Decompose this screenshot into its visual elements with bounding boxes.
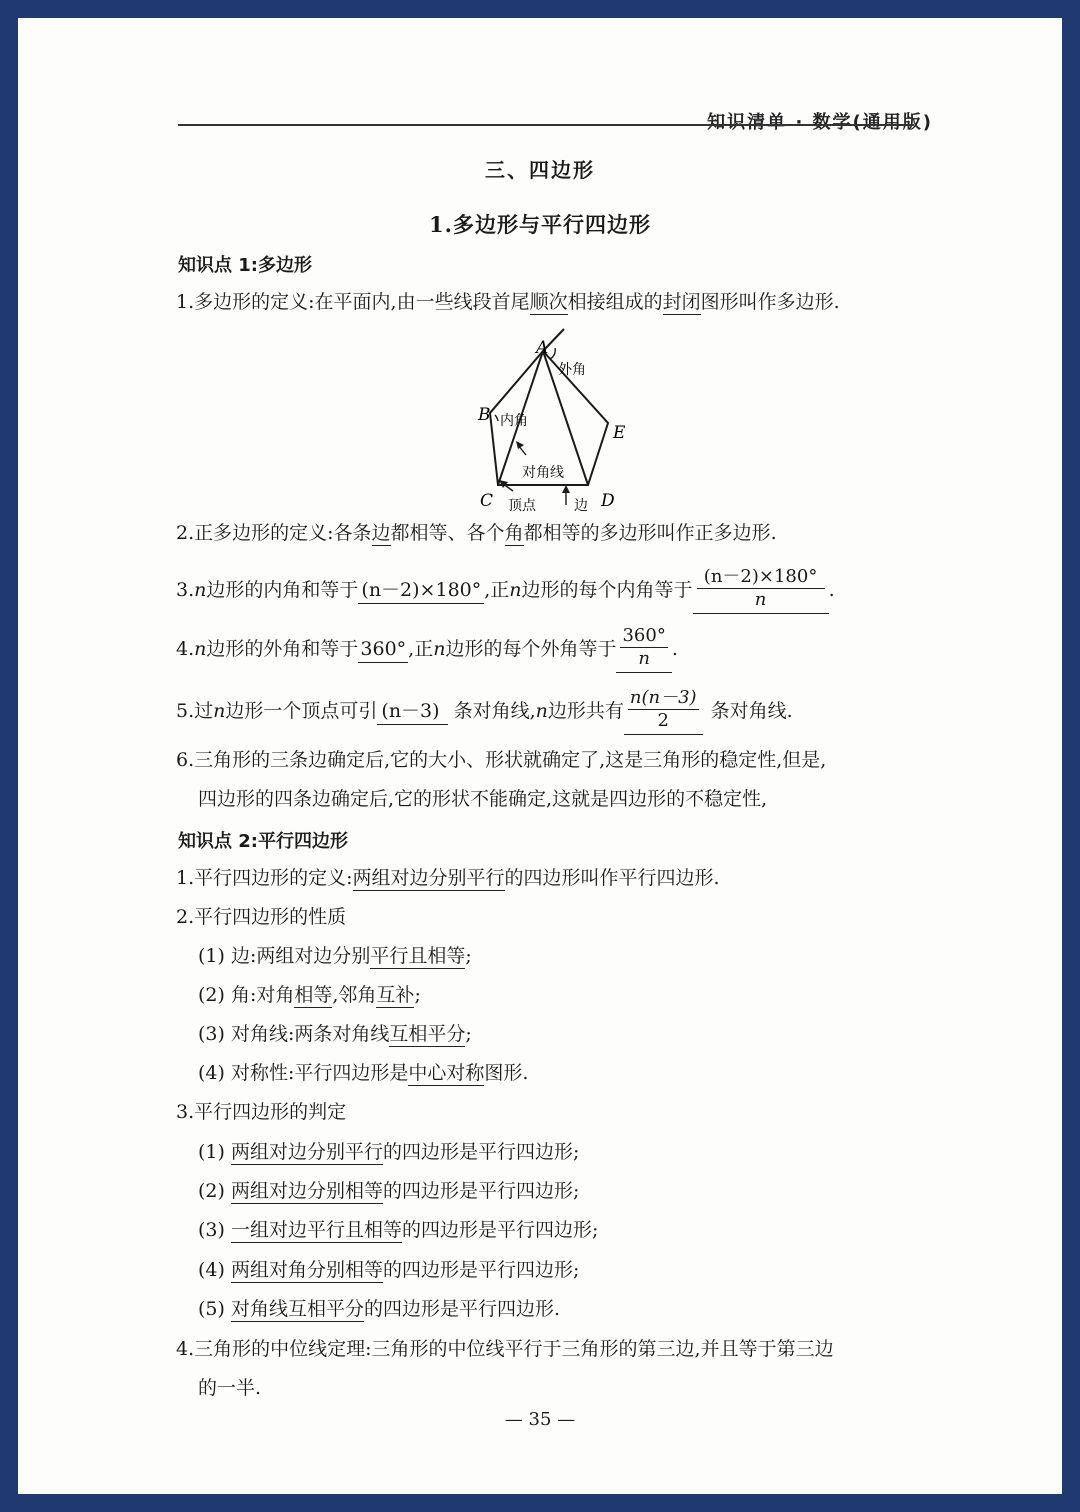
answer-each-interior <box>693 566 829 614</box>
kp1-item1-prefix: 1.多边形的定义:在平面内,由一些线段首尾 <box>176 291 530 313</box>
prop-item <box>198 982 421 1008</box>
kp1-item4-t3: 边形的每个外角等于 <box>445 638 617 660</box>
kp1-item4-n: n <box>194 638 207 660</box>
judge-4-prefix: (4) <box>198 1259 231 1281</box>
kp1-item3-t2: ,正 <box>484 579 510 601</box>
answer-total-diagonals-num: n(n－3) <box>629 687 697 708</box>
answer-each-exterior-num: 360° <box>622 625 666 646</box>
answer-prop-2a: 相等 <box>294 984 333 1006</box>
kp1-item4-t2: ,正 <box>408 638 434 660</box>
kp1-item2 <box>176 520 777 546</box>
prop-4-suffix: 图形. <box>484 1062 529 1084</box>
chapter-title: 三、四边形 <box>485 158 595 182</box>
kp1-item5-n2: n <box>535 700 548 722</box>
label-E: E <box>613 423 626 443</box>
prop-2-suffix: ; <box>414 984 421 1006</box>
kp1-item5-suffix: 条对角线. <box>710 700 793 722</box>
answer-judge-3: 一组对边平行且相等 <box>230 1219 402 1241</box>
prop-item <box>198 943 472 969</box>
label-side: 边 <box>574 498 588 514</box>
answer-jiao: 角 <box>504 522 524 544</box>
judge-2-suffix: 的四边形是平行四边形; <box>382 1180 580 1202</box>
prop-3-suffix: ; <box>465 1023 472 1045</box>
side-arrowhead <box>562 485 570 493</box>
header-rule <box>178 124 914 126</box>
kp1-item4-t1: 边形的外角和等于 <box>206 638 359 660</box>
page-number: — 35 — <box>504 1409 576 1430</box>
kp1-item5-t1: 边形一个顶点可引 <box>225 700 378 722</box>
answer-each-exterior-den: n <box>638 648 650 669</box>
judge-item <box>198 1217 598 1243</box>
kp1-item1-suffix: 图形叫作多边形. <box>700 291 840 313</box>
judge-item <box>198 1257 579 1283</box>
kp2-midline-line2: 的一半. <box>198 1377 262 1399</box>
kp1-item6-line2: 四边形的四条边确定后,它的形状不能确定,这就是四边形的不稳定性, <box>198 788 768 810</box>
label-B: B <box>478 405 491 425</box>
kp1-item4 <box>176 624 678 674</box>
kp1-item5-prefix: 5.过 <box>176 700 214 722</box>
answer-judge-4: 两组对角分别相等 <box>230 1259 383 1281</box>
kp1-item5-t3: 边形共有 <box>547 700 624 722</box>
answer-exterior-sum: 360° <box>358 636 408 663</box>
judge-3-suffix: 的四边形是平行四边形; <box>401 1219 599 1241</box>
prop-item <box>198 1021 472 1047</box>
judge-5-prefix: (5) <box>198 1298 231 1320</box>
judge-1-prefix: (1) <box>198 1141 231 1163</box>
answer-total-diagonals <box>624 687 703 735</box>
prop-1-prefix: (1) 边:两组对边分别 <box>198 945 371 967</box>
kp1-item3-prefix: 3. <box>176 579 195 601</box>
kp1-item1 <box>176 289 840 315</box>
section-title: 1.多边形与平行四边形 <box>429 212 651 237</box>
exterior-angle-arc <box>550 348 555 359</box>
answer-each-interior-num: (n－2)×180° <box>697 566 825 589</box>
kp1-item3-suffix: . <box>828 579 835 601</box>
kp1-item3 <box>176 568 835 612</box>
judge-item <box>198 1139 579 1165</box>
page <box>18 18 1062 1494</box>
answer-prop-2b: 互补 <box>376 984 415 1006</box>
answer-shunci: 顺次 <box>529 291 568 313</box>
kp1-item3-n2: n <box>509 579 522 601</box>
answer-judge-1: 两组对边分别平行 <box>230 1141 383 1163</box>
kp1-item5-n: n <box>213 700 226 722</box>
kp1-item6-line1: 6.三角形的三条边确定后,它的大小、形状就确定了,这是三角形的稳定性,但是, <box>176 749 827 771</box>
answer-prop-3: 互相平分 <box>389 1023 466 1045</box>
kp1-item4-suffix: . <box>671 638 678 660</box>
prop-2-prefix: (2) 角:对角 <box>198 984 295 1006</box>
label-A: A <box>536 338 549 358</box>
kp1-item4-n2: n <box>433 638 446 660</box>
kp2-title: 知识点 2:平行四边形 <box>178 831 348 852</box>
kp1-item5 <box>176 686 793 736</box>
prop-2-mid: ,邻角 <box>332 984 377 1006</box>
answer-judge-5: 对角线互相平分 <box>230 1298 364 1320</box>
kp1-item1-mid: 相接组成的 <box>567 291 663 313</box>
label-exterior-angle: 外角 <box>558 362 586 378</box>
label-C: C <box>480 491 494 511</box>
label-interior-angle: 内角 <box>500 413 528 429</box>
answer-judge-2: 两组对边分别相等 <box>230 1180 383 1202</box>
answer-total-diagonals-den: 2 <box>657 710 669 731</box>
interior-angle-arc <box>495 415 498 421</box>
answer-prop-4: 中心对称 <box>408 1062 485 1084</box>
answer-interior-sum: (n－2)×180° <box>358 577 484 604</box>
answer-prop-1: 平行且相等 <box>370 945 466 967</box>
kp2-definition <box>176 865 720 891</box>
kp1-item3-n: n <box>194 579 207 601</box>
kp1-item5-t2: 条对角线, <box>453 700 536 722</box>
judge-2-prefix: (2) <box>198 1180 231 1202</box>
kp1-item4-prefix: 4. <box>176 638 195 660</box>
kp1-title: 知识点 1:多边形 <box>178 255 312 276</box>
answer-bian: 边 <box>371 522 391 544</box>
judge-item <box>198 1296 560 1322</box>
kp1-item2-mid: 都相等、各个 <box>390 522 505 544</box>
kp1-item3-t1: 边形的内角和等于 <box>206 579 359 601</box>
judge-4-suffix: 的四边形是平行四边形; <box>382 1259 580 1281</box>
judge-3-prefix: (3) <box>198 1219 231 1241</box>
prop-item <box>198 1060 528 1086</box>
kp1-item3-t3: 边形的每个内角等于 <box>521 579 693 601</box>
kp1-item2-suffix: 都相等的多边形叫作正多边形. <box>523 522 777 544</box>
judge-1-suffix: 的四边形是平行四边形; <box>382 1141 580 1163</box>
label-diagonal: 对角线 <box>522 465 564 481</box>
label-D: D <box>601 491 615 511</box>
pentagon-figure <box>458 323 658 514</box>
judge-item <box>198 1178 579 1204</box>
prop-1-suffix: ; <box>465 945 472 967</box>
kp2-midline-line1: 4.三角形的中位线定理:三角形的中位线平行于三角形的第三边,并且等于第三边 <box>176 1338 834 1360</box>
answer-diagonals-from-vertex: (n－3) <box>377 698 447 725</box>
header-title: 知识清单 · 数学(通用版) <box>707 112 933 133</box>
kp2-props-title: 2.平行四边形的性质 <box>176 906 347 928</box>
kp2-def-suffix: 的四边形叫作平行四边形. <box>504 867 720 889</box>
prop-3-prefix: (3) 对角线:两条对角线 <box>198 1023 390 1045</box>
answer-def: 两组对边分别平行 <box>352 867 505 889</box>
judge-5-suffix: 的四边形是平行四边形. <box>363 1298 561 1320</box>
answer-each-interior-den: n <box>754 589 767 610</box>
kp2-def-prefix: 1.平行四边形的定义: <box>176 867 353 889</box>
kp2-judge-title: 3.平行四边形的判定 <box>176 1101 347 1123</box>
answer-fengbi: 封闭 <box>662 291 701 313</box>
answer-each-exterior <box>616 625 671 673</box>
prop-4-prefix: (4) 对称性:平行四边形是 <box>198 1062 409 1084</box>
label-vertex: 顶点 <box>508 498 536 514</box>
kp1-item2-prefix: 2.正多边形的定义:各条 <box>176 522 372 544</box>
